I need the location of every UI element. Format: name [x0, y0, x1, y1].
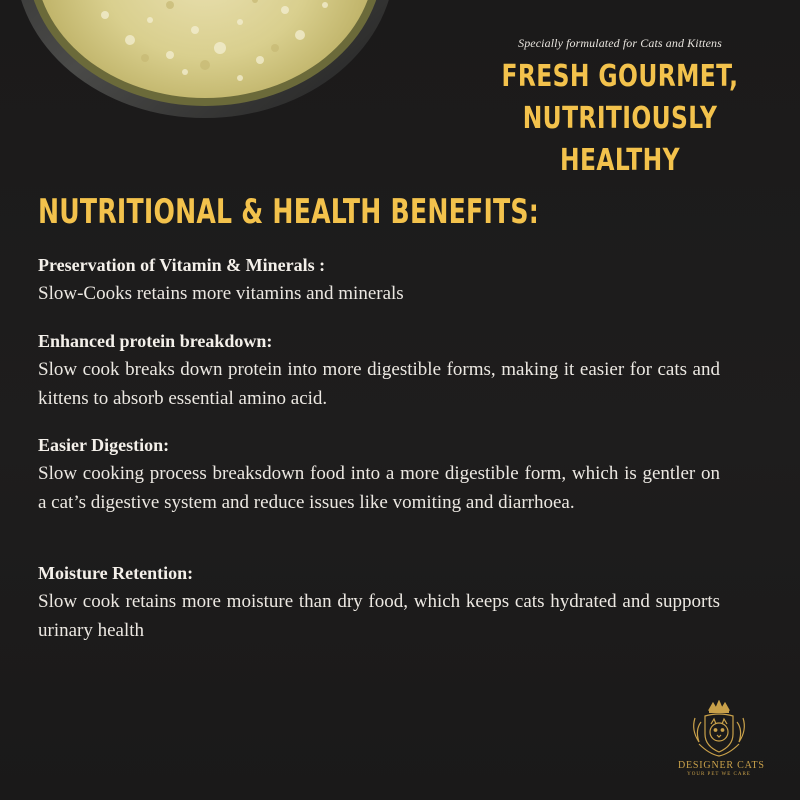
brand-slogan: YOUR PET WE CARE	[687, 772, 751, 777]
benefit-moisture	[38, 562, 720, 645]
benefit-title: Preservation of Vitamin & Minerals :	[38, 255, 326, 275]
crest-icon	[687, 700, 751, 758]
benefit-digestion	[38, 434, 720, 517]
brand-logo	[678, 700, 765, 777]
benefit-vitamins	[38, 254, 720, 308]
benefit-text: Slow cook breaks down protein into more digestible forms, making it easier for cats and kittens to absorb essential amino acid.	[38, 359, 720, 409]
benefit-protein	[38, 330, 720, 413]
benefit-title: Easier Digestion:	[38, 435, 170, 455]
benefit-title: Moisture Retention:	[38, 563, 194, 583]
headline	[480, 56, 761, 182]
headline-line-1: FRESH GOURMET,	[501, 59, 739, 94]
brand-name: DESIGNER CATS	[678, 760, 765, 771]
benefit-title: Enhanced protein breakdown:	[38, 331, 273, 351]
benefit-text: Slow cooking process breaksdown food into a more digestible form, which is gentler on a cat’s digestive system and reduce issues like vomiting and diarrhoea.	[38, 463, 720, 513]
tagline: Specially formulated for Cats and Kittens	[518, 36, 722, 50]
benefit-text: Slow-Cooks retains more vitamins and minerals	[38, 283, 404, 304]
headline-line-2: NUTRITIOUSLY HEALTHY	[522, 101, 718, 178]
section-title: NUTRITIONAL & HEALTH BENEFITS:	[38, 192, 540, 232]
food-bowl-image	[10, 0, 400, 120]
benefit-text: Slow cook retains more moisture than dry food, which keeps cats hydrated and supports urinary health	[38, 591, 720, 641]
